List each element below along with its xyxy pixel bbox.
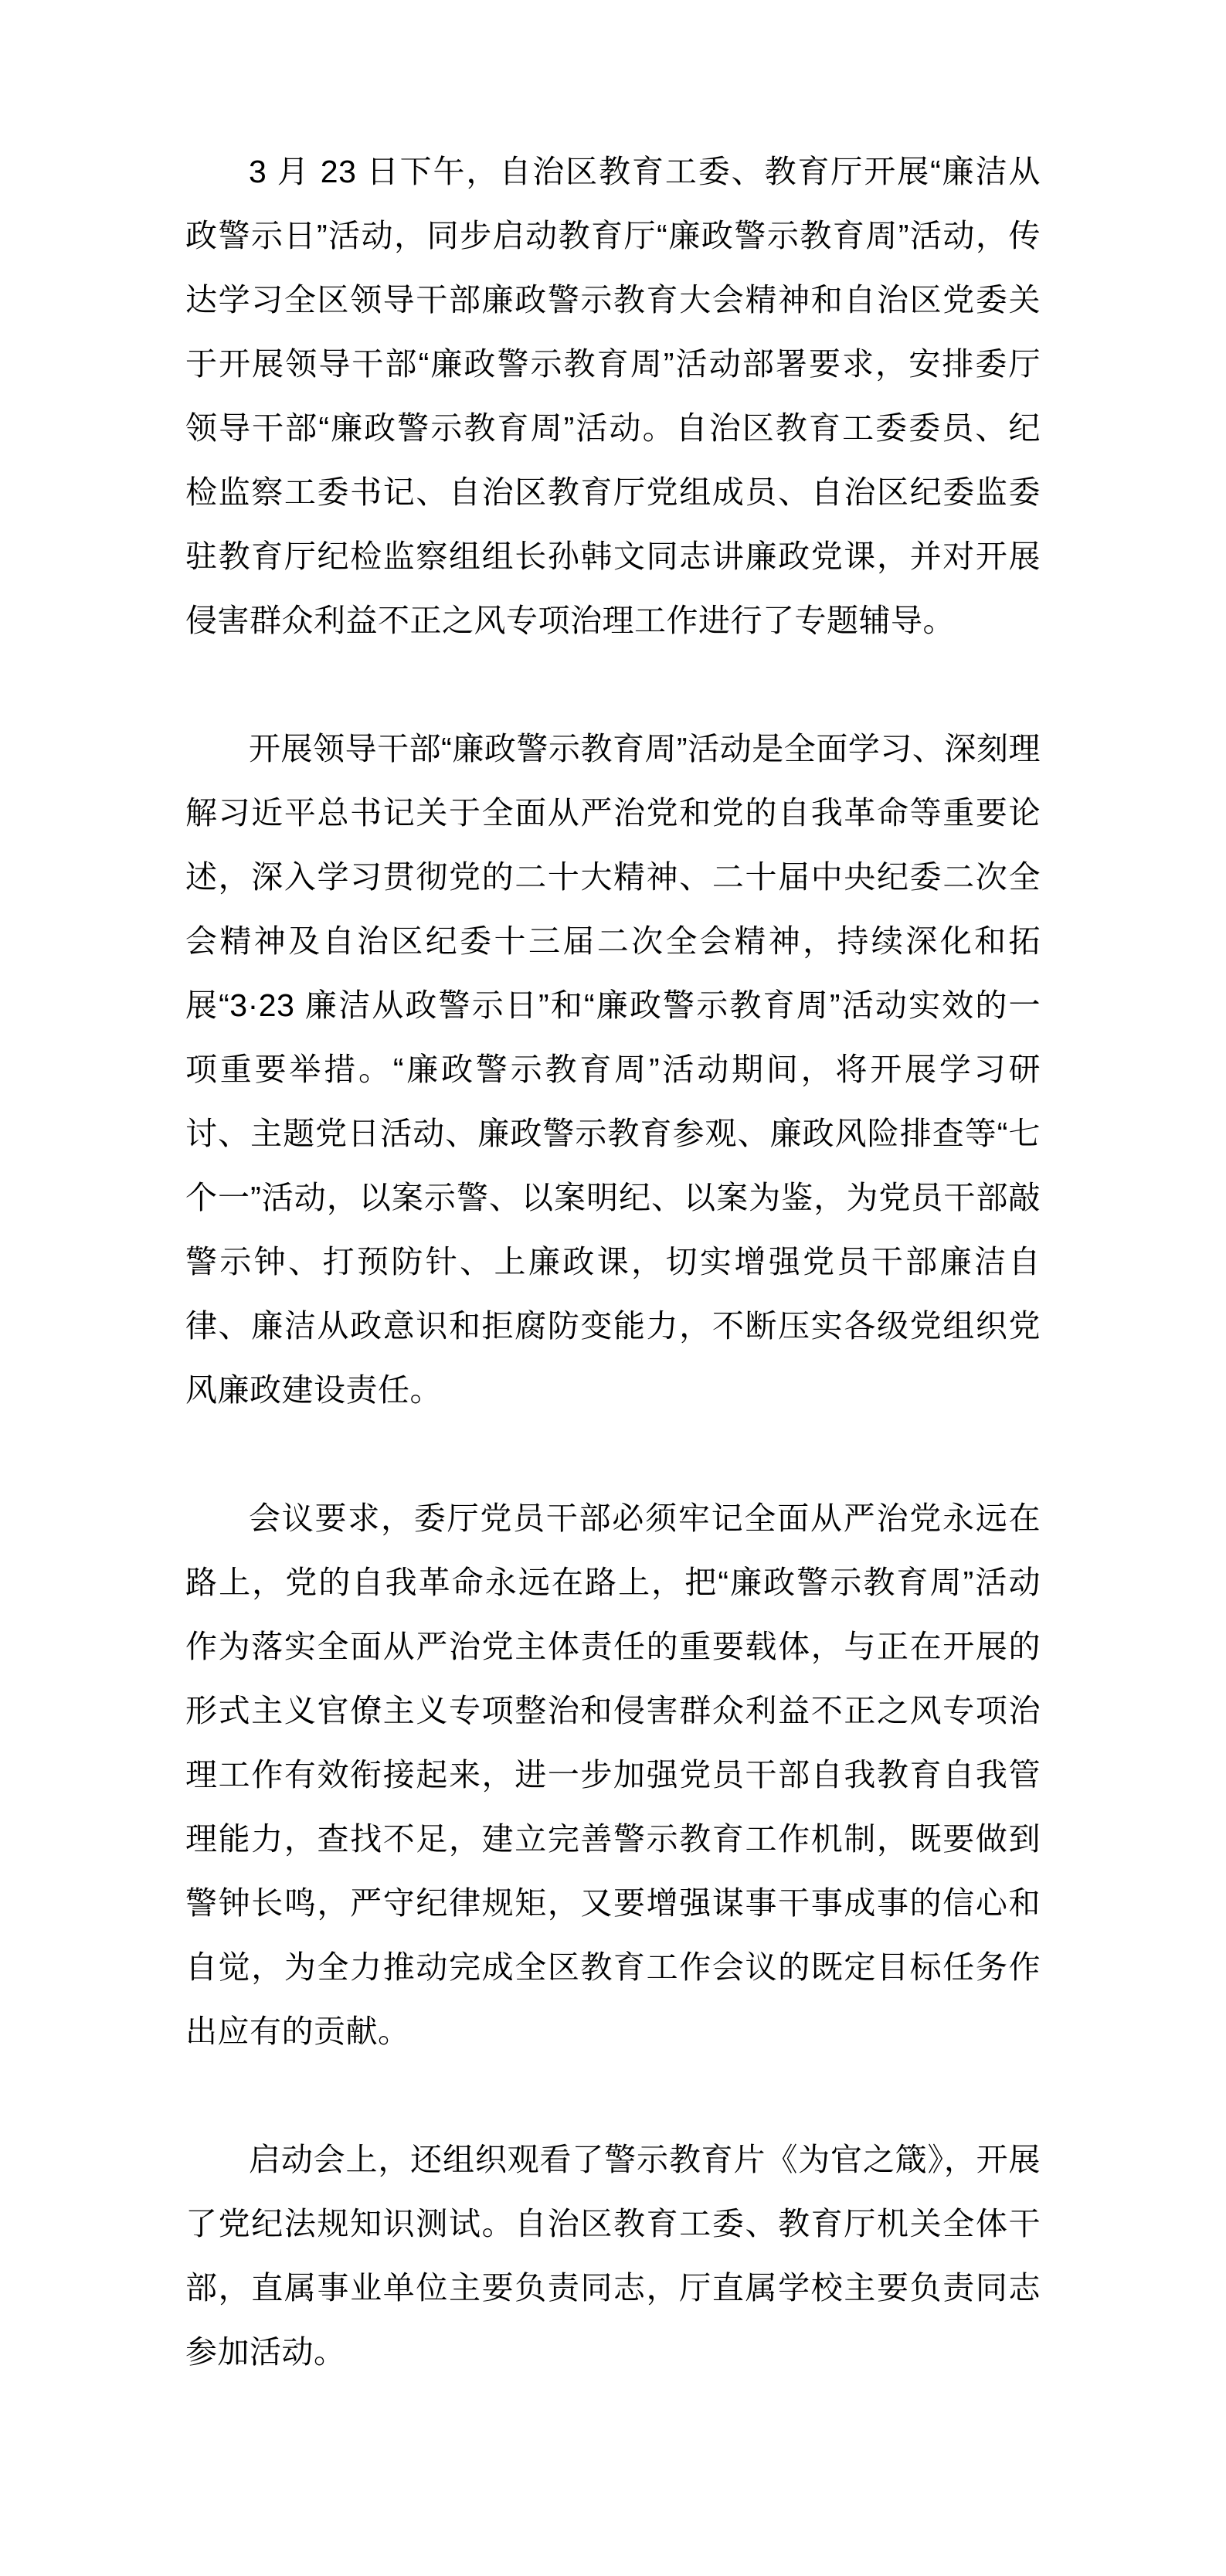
- paragraph-3: 会议要求，委厅党员干部必须牢记全面从严治党永远在路上，党的自我革命永远在路上，把“廉政警示教育周”活动作为落实全面从严治党主体责任的重要载体，与正在开展的形式主义官僚主义专项整治和侵害群众利益不正之风专项治理工作有效衔接起来，进一步加强党员干部自我教育自我管理能力，查找不足，建立完善警示教育工作机制，既要做到警钟长鸣，严守纪律规矩，又要增强谋事干事成事的信心和自觉，为全力推动完成全区教育工作会议的既定目标任务作出应有的贡献。: [185, 1500, 1041, 2049]
- paragraph-1: 3 月 23 日下午，自治区教育工委、教育厅开展“廉洁从政警示日”活动，同步启动教育厅“廉政警示教育周”活动，传达学习全区领导干部廉政警示教育大会精神和自治区党委关于开展领导干部“廉政警示教育周”活动部署要求，安排委厅领导干部“廉政警示教育周”活动。自治区教育工委委员、纪检监察工委书记、自治区教育厅党组成员、自治区纪委监委驻教育厅纪检监察组组长孙韩文同志讲廉政党课，并对开展侵害群众利益不正之风专项治理工作进行了专题辅导。: [185, 154, 1041, 638]
- paragraph-2: 开展领导干部“廉政警示教育周”活动是全面学习、深刻理解习近平总书记关于全面从严治党和党的自我革命等重要论述，深入学习贯彻党的二十大精神、二十届中央纪委二次全会精神及自治区纪委十三届二次全会精神，持续深化和拓展“3·23 廉洁从政警示日”和“廉政警示教育周”活动实效的一项重要举措。“廉政警示教育周”活动期间，将开展学习研讨、主题党日活动、廉政警示教育参观、廉政风险排查等“七个一”活动，以案示警、以案明纪、以案为鉴，为党员干部敲警示钟、打预防针、上廉政课，切实增强党员干部廉洁自律、廉洁从政意识和拒腐防变能力，不断压实各级党组织党风廉政建设责任。: [185, 731, 1041, 1408]
- paragraph-4: 启动会上，还组织观看了警示教育片《为官之箴》，开展了党纪法规知识测试。自治区教育工委、教育厅机关全体干部，直属事业单位主要负责同志，厅直属学校主要负责同志参加活动。: [185, 2142, 1041, 2370]
